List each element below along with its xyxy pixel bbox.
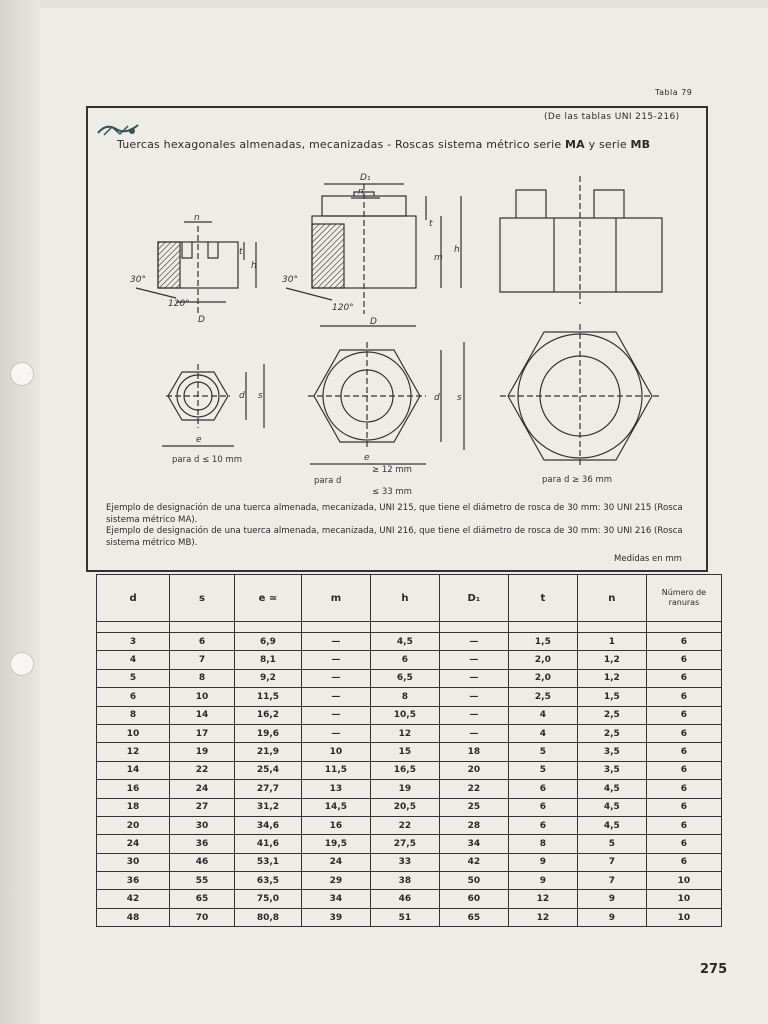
table-cell: 22: [439, 780, 508, 798]
label-angle-120: 120°: [168, 299, 190, 309]
table-cell: 6: [508, 780, 577, 798]
table-cell: 6: [508, 798, 577, 816]
table-cell: 31,2: [234, 798, 301, 816]
table-cell: 19,5: [301, 835, 370, 853]
table-cell: 6,5: [370, 669, 439, 687]
table-cell: 6: [370, 651, 439, 669]
table-cell: 50: [439, 872, 508, 890]
table-cell: 11,5: [301, 761, 370, 779]
table-cell: 36: [170, 835, 235, 853]
table-row: [97, 908, 722, 926]
table-cell: 16,2: [234, 706, 301, 724]
table-cell: 11,5: [234, 688, 301, 706]
small-nut-side-view: [136, 222, 256, 314]
table-cell: 18: [97, 798, 170, 816]
table-cell: 27,7: [234, 780, 301, 798]
table-cell: —: [301, 688, 370, 706]
table-cell: 6: [646, 688, 721, 706]
table-cell: 6: [646, 761, 721, 779]
table-cell: 1,5: [577, 688, 646, 706]
table-cell: 6: [646, 669, 721, 687]
example-uni-216: Ejemplo de designación de una tuerca almenada, mecanizada, UNI 216, que tiene el diámetro de rosca de 30 mm: 30 UNI 216 (Rosca sistema métrico MB).: [106, 526, 683, 548]
nut-technical-drawing: [96, 164, 706, 499]
table-cell: 5: [508, 761, 577, 779]
table-header-cell: s: [170, 575, 235, 622]
table-header-cell: n: [577, 575, 646, 622]
table-cell: 3,5: [577, 761, 646, 779]
table-row: [97, 761, 722, 779]
table-cell: 48: [97, 908, 170, 926]
table-cell: 2,5: [577, 706, 646, 724]
table-cell: 6: [170, 633, 235, 651]
table-header-cell: t: [508, 575, 577, 622]
stamp-logo: [94, 117, 144, 139]
designation-examples: [106, 503, 702, 549]
table-cell: 9: [577, 890, 646, 908]
table-cell: 63,5: [234, 872, 301, 890]
table-cell: 30: [170, 816, 235, 834]
label-n: n: [194, 213, 200, 223]
label-D: D: [370, 317, 377, 327]
table-row: [97, 669, 722, 687]
punch-hole: [10, 362, 34, 386]
label-d: d: [239, 391, 245, 401]
label-s: s: [258, 391, 263, 401]
label-D: D: [198, 315, 205, 325]
table-cell: 14,5: [301, 798, 370, 816]
table-cell: —: [439, 651, 508, 669]
table-row: [97, 853, 722, 871]
table-cell: 21,9: [234, 743, 301, 761]
table-cell: —: [439, 633, 508, 651]
table-cell: 16: [97, 780, 170, 798]
medium-nut-top-view: [308, 342, 464, 464]
label-s: s: [457, 393, 462, 403]
table-cell: 6: [646, 816, 721, 834]
table-row: [97, 835, 722, 853]
table-row: [97, 688, 722, 706]
table-cell: 8: [508, 835, 577, 853]
table-cell: 6: [646, 780, 721, 798]
table-cell: 6: [646, 633, 721, 651]
table-cell: 12: [508, 908, 577, 926]
label-angle-120: 120°: [332, 303, 354, 313]
table-cell: 25: [439, 798, 508, 816]
small-nut-top-view: [162, 364, 264, 446]
table-cell: 3,5: [577, 743, 646, 761]
table-cell: 10: [646, 908, 721, 926]
table-cell: 5: [97, 669, 170, 687]
table-cell: 39: [301, 908, 370, 926]
large-nut-top-view: [500, 324, 660, 468]
binding-shadow: [0, 0, 40, 1024]
table-cell: 29: [301, 872, 370, 890]
table-header-cell: h: [370, 575, 439, 622]
table-cell: —: [439, 706, 508, 724]
table-header-cell: D₁: [439, 575, 508, 622]
table-cell: 34: [439, 835, 508, 853]
table-cell: 12: [97, 743, 170, 761]
table-cell: 14: [97, 761, 170, 779]
table-cell: 18: [439, 743, 508, 761]
label-t: t: [429, 219, 433, 229]
table-cell: 24: [170, 780, 235, 798]
table-cell: 4: [508, 724, 577, 742]
table-cell: 34,6: [234, 816, 301, 834]
table-cell: 1,2: [577, 651, 646, 669]
table-cell: 20: [97, 816, 170, 834]
caption-medium-3: ≤ 33 mm: [372, 487, 412, 497]
table-cell: 36: [97, 872, 170, 890]
table-cell: 25,4: [234, 761, 301, 779]
table-cell: 60: [439, 890, 508, 908]
table-cell: 9: [508, 853, 577, 871]
table-header-row: [97, 575, 722, 622]
table-cell: 3: [97, 633, 170, 651]
label-h: h: [251, 261, 257, 271]
table-cell: 2,5: [577, 724, 646, 742]
dimensions-table: [96, 574, 722, 927]
table-cell: 46: [170, 853, 235, 871]
table-row: [97, 816, 722, 834]
table-cell: 9: [577, 908, 646, 926]
table-cell: 75,0: [234, 890, 301, 908]
table-header-cell: d: [97, 575, 170, 622]
table-cell: 8,1: [234, 651, 301, 669]
table-cell: 8: [97, 706, 170, 724]
table-header-cell: e ≃: [234, 575, 301, 622]
table-header-cell: Número de ranuras: [646, 575, 721, 622]
table-cell: 6: [646, 835, 721, 853]
table-cell: 30: [97, 853, 170, 871]
table-cell: 42: [439, 853, 508, 871]
table-cell: 9: [508, 872, 577, 890]
table-cell: 7: [577, 853, 646, 871]
table-spacer-row: [97, 622, 722, 633]
table-cell: 2,5: [508, 688, 577, 706]
table-tag: Tabla 79: [655, 88, 693, 97]
table-cell: 19: [370, 780, 439, 798]
caption-large: para d ≥ 36 mm: [542, 475, 613, 485]
table-cell: 10: [170, 688, 235, 706]
table-cell: 16: [301, 816, 370, 834]
table-cell: 6: [646, 798, 721, 816]
table-cell: 12: [370, 724, 439, 742]
table-cell: 13: [301, 780, 370, 798]
table-cell: 19: [170, 743, 235, 761]
table-cell: 16,5: [370, 761, 439, 779]
label-e: e: [196, 435, 202, 445]
table-row: [97, 706, 722, 724]
label-e: e: [364, 453, 370, 463]
table-cell: 33: [370, 853, 439, 871]
example-uni-215: Ejemplo de designación de una tuerca almenada, mecanizada, UNI 215, que tiene el diámetro de rosca de 30 mm: 30 UNI 215 (Rosca sistema métrico MA).: [106, 503, 683, 525]
table-row: [97, 651, 722, 669]
punch-hole: [10, 652, 34, 676]
table-cell: 2,0: [508, 651, 577, 669]
table-cell: 80,8: [234, 908, 301, 926]
table-cell: 8: [370, 688, 439, 706]
label-angle-30: 30°: [282, 275, 298, 285]
table-row: [97, 780, 722, 798]
table-cell: 55: [170, 872, 235, 890]
table-cell: 10,5: [370, 706, 439, 724]
table-cell: 46: [370, 890, 439, 908]
label-h: h: [454, 245, 460, 255]
table-row: [97, 872, 722, 890]
table-cell: 38: [370, 872, 439, 890]
table-cell: 65: [170, 890, 235, 908]
table-cell: 15: [370, 743, 439, 761]
source-note: (De las tablas UNI 215-216): [544, 112, 680, 122]
table-cell: 6,9: [234, 633, 301, 651]
table-cell: 14: [170, 706, 235, 724]
table-row: [97, 724, 722, 742]
table-row: [97, 798, 722, 816]
table-cell: 6: [646, 743, 721, 761]
title-mb: MB: [630, 138, 651, 151]
table-row: [97, 743, 722, 761]
large-nut-side-view: [500, 176, 662, 304]
table-cell: —: [301, 633, 370, 651]
table-cell: 6: [508, 816, 577, 834]
title-prefix: Tuercas hexagonales almenadas, mecanizadas - Roscas sistema métrico serie: [117, 138, 565, 151]
table-cell: 10: [97, 724, 170, 742]
table-cell: 20: [439, 761, 508, 779]
title-ma: MA: [565, 138, 585, 151]
table-cell: 1,2: [577, 669, 646, 687]
table-cell: 34: [301, 890, 370, 908]
label-t: t: [239, 247, 243, 257]
title-mid: y serie: [584, 138, 631, 151]
label-angle-30: 30°: [130, 275, 146, 285]
label-n: n: [358, 187, 364, 197]
table-cell: 27: [170, 798, 235, 816]
label-d: d: [434, 393, 440, 403]
table-row: [97, 633, 722, 651]
table-cell: 9,2: [234, 669, 301, 687]
table-cell: —: [301, 669, 370, 687]
table-cell: 24: [97, 835, 170, 853]
table-cell: 8: [170, 669, 235, 687]
table-cell: 6: [646, 724, 721, 742]
table-cell: 70: [170, 908, 235, 926]
table-cell: 51: [370, 908, 439, 926]
table-cell: 10: [646, 890, 721, 908]
table-cell: 4,5: [577, 798, 646, 816]
page-number: 275: [700, 962, 728, 977]
table-cell: 17: [170, 724, 235, 742]
table-cell: 12: [508, 890, 577, 908]
table-cell: 22: [370, 816, 439, 834]
table-cell: 65: [439, 908, 508, 926]
table-cell: 41,6: [234, 835, 301, 853]
table-cell: 10: [646, 872, 721, 890]
table-header-cell: m: [301, 575, 370, 622]
page-title: [117, 138, 650, 151]
table-cell: 27,5: [370, 835, 439, 853]
table-cell: 19,6: [234, 724, 301, 742]
table-cell: 1,5: [508, 633, 577, 651]
table-cell: 24: [301, 853, 370, 871]
table-cell: 6: [97, 688, 170, 706]
table-cell: 4,5: [370, 633, 439, 651]
table-cell: 6: [646, 651, 721, 669]
table-cell: 10: [301, 743, 370, 761]
table-cell: —: [301, 706, 370, 724]
table-cell: 42: [97, 890, 170, 908]
table-cell: 6: [646, 706, 721, 724]
table-cell: —: [301, 651, 370, 669]
table-cell: —: [439, 688, 508, 706]
table-cell: —: [439, 669, 508, 687]
table-cell: 2,0: [508, 669, 577, 687]
table-cell: 1: [577, 633, 646, 651]
table-cell: 53,1: [234, 853, 301, 871]
table-cell: 4,5: [577, 816, 646, 834]
table-cell: 7: [170, 651, 235, 669]
table-cell: —: [439, 724, 508, 742]
table-cell: 4,5: [577, 780, 646, 798]
table-cell: 5: [577, 835, 646, 853]
caption-small: para d ≤ 10 mm: [172, 455, 243, 465]
table-cell: 6: [646, 853, 721, 871]
table-cell: 28: [439, 816, 508, 834]
table-row: [97, 890, 722, 908]
units-note: Medidas en mm: [614, 554, 682, 564]
table-cell: 5: [508, 743, 577, 761]
table-cell: —: [301, 724, 370, 742]
table-body: [97, 622, 722, 927]
caption-medium-2: para d: [314, 476, 342, 486]
table-cell: 20,5: [370, 798, 439, 816]
caption-medium-1: ≥ 12 mm: [372, 465, 412, 475]
table-cell: 7: [577, 872, 646, 890]
table-cell: 4: [508, 706, 577, 724]
label-m: m: [434, 253, 443, 263]
table-cell: 22: [170, 761, 235, 779]
table-cell: 4: [97, 651, 170, 669]
label-D1: D₁: [360, 173, 371, 183]
